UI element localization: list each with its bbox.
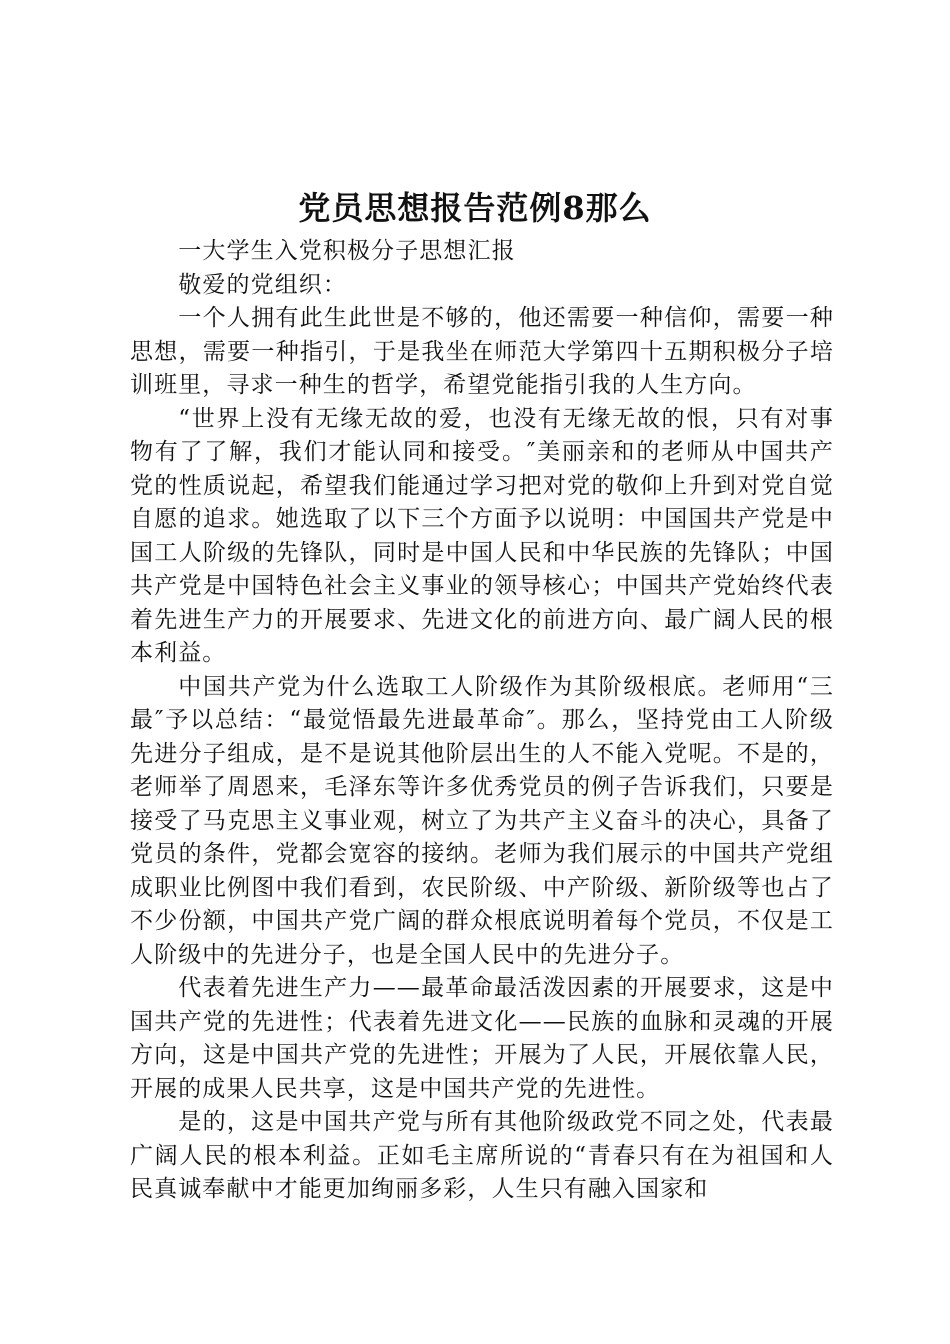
document-title: 党员思想报告范例8那么	[298, 189, 652, 227]
paragraph: 是的，这是中国共产党与所有其他阶级政党不同之处，代表最广阔人民的根本利益。正如毛主席所说的“青春只有在为祖国和人民真诚奉献中才能更加绚丽多彩，人生只有融入国家和	[130, 1109, 834, 1202]
paragraph: 一个人拥有此生此世是不够的，他还需要一种信仰，需要一种思想，需要一种指引，于是我坐在师范大学第四十五期积极分子培训班里，寻求一种生的哲学，希望党能指引我的人生方向。	[130, 305, 834, 398]
paragraph: 代表着先进生产力——最革命最活泼因素的开展要求，这是中国共产党的先进性；代表着先进文化——民族的血脉和灵魂的开展方向，这是中国共产党的先进性；开展为了人民，开展依靠人民，开展的成果人民共享，这是中国共产党的先进性。	[130, 975, 834, 1102]
paragraph: 中国共产党为什么选取工人阶级作为其阶级根底。老师用“三最″予以总结：“最觉悟最先进最革命″。那么，坚持党由工人阶级先进分子组成，是不是说其他阶层出生的人不能入党呢。不是的，老师举了周恩来，毛泽东等许多优秀党员的例子告诉我们，只要是接受了马克思主义事业观，树立了为共产主义奋斗的决心，具备了党员的条件，党都会宽容的接纳。老师为我们展示的中国共产党组成职业比例图中我们看到，农民阶级、中产阶级、新阶级等也占了不少份额，中国共产党广阔的群众根底说明着每个党员，不仅是工人阶级中的先进分子，也是全国人民中的先进分子。	[130, 673, 834, 968]
salutation: 敬爱的党组织：	[178, 271, 347, 298]
document-subtitle: 一大学生入党积极分子思想汇报	[178, 238, 516, 264]
paragraph: “世界上没有无缘无故的爱，也没有无缘无故的恨，只有对事物有了了解，我们才能认同和接受。″美丽亲和的老师从中国共产党的性质说起，希望我们能通过学习把对党的敬仰上升到对党自觉自愿的追求。她选取了以下三个方面予以说明：中国国共产党是中国工人阶级的先锋队，同时是中国人民和中华民族的先锋队；中国共产党是中国特色社会主义事业的领导核心；中国共产党始终代表着先进生产力的开展要求、先进文化的前进方向、最广阔人民的根本利益。	[130, 405, 834, 666]
document-body	[130, 235, 834, 1207]
